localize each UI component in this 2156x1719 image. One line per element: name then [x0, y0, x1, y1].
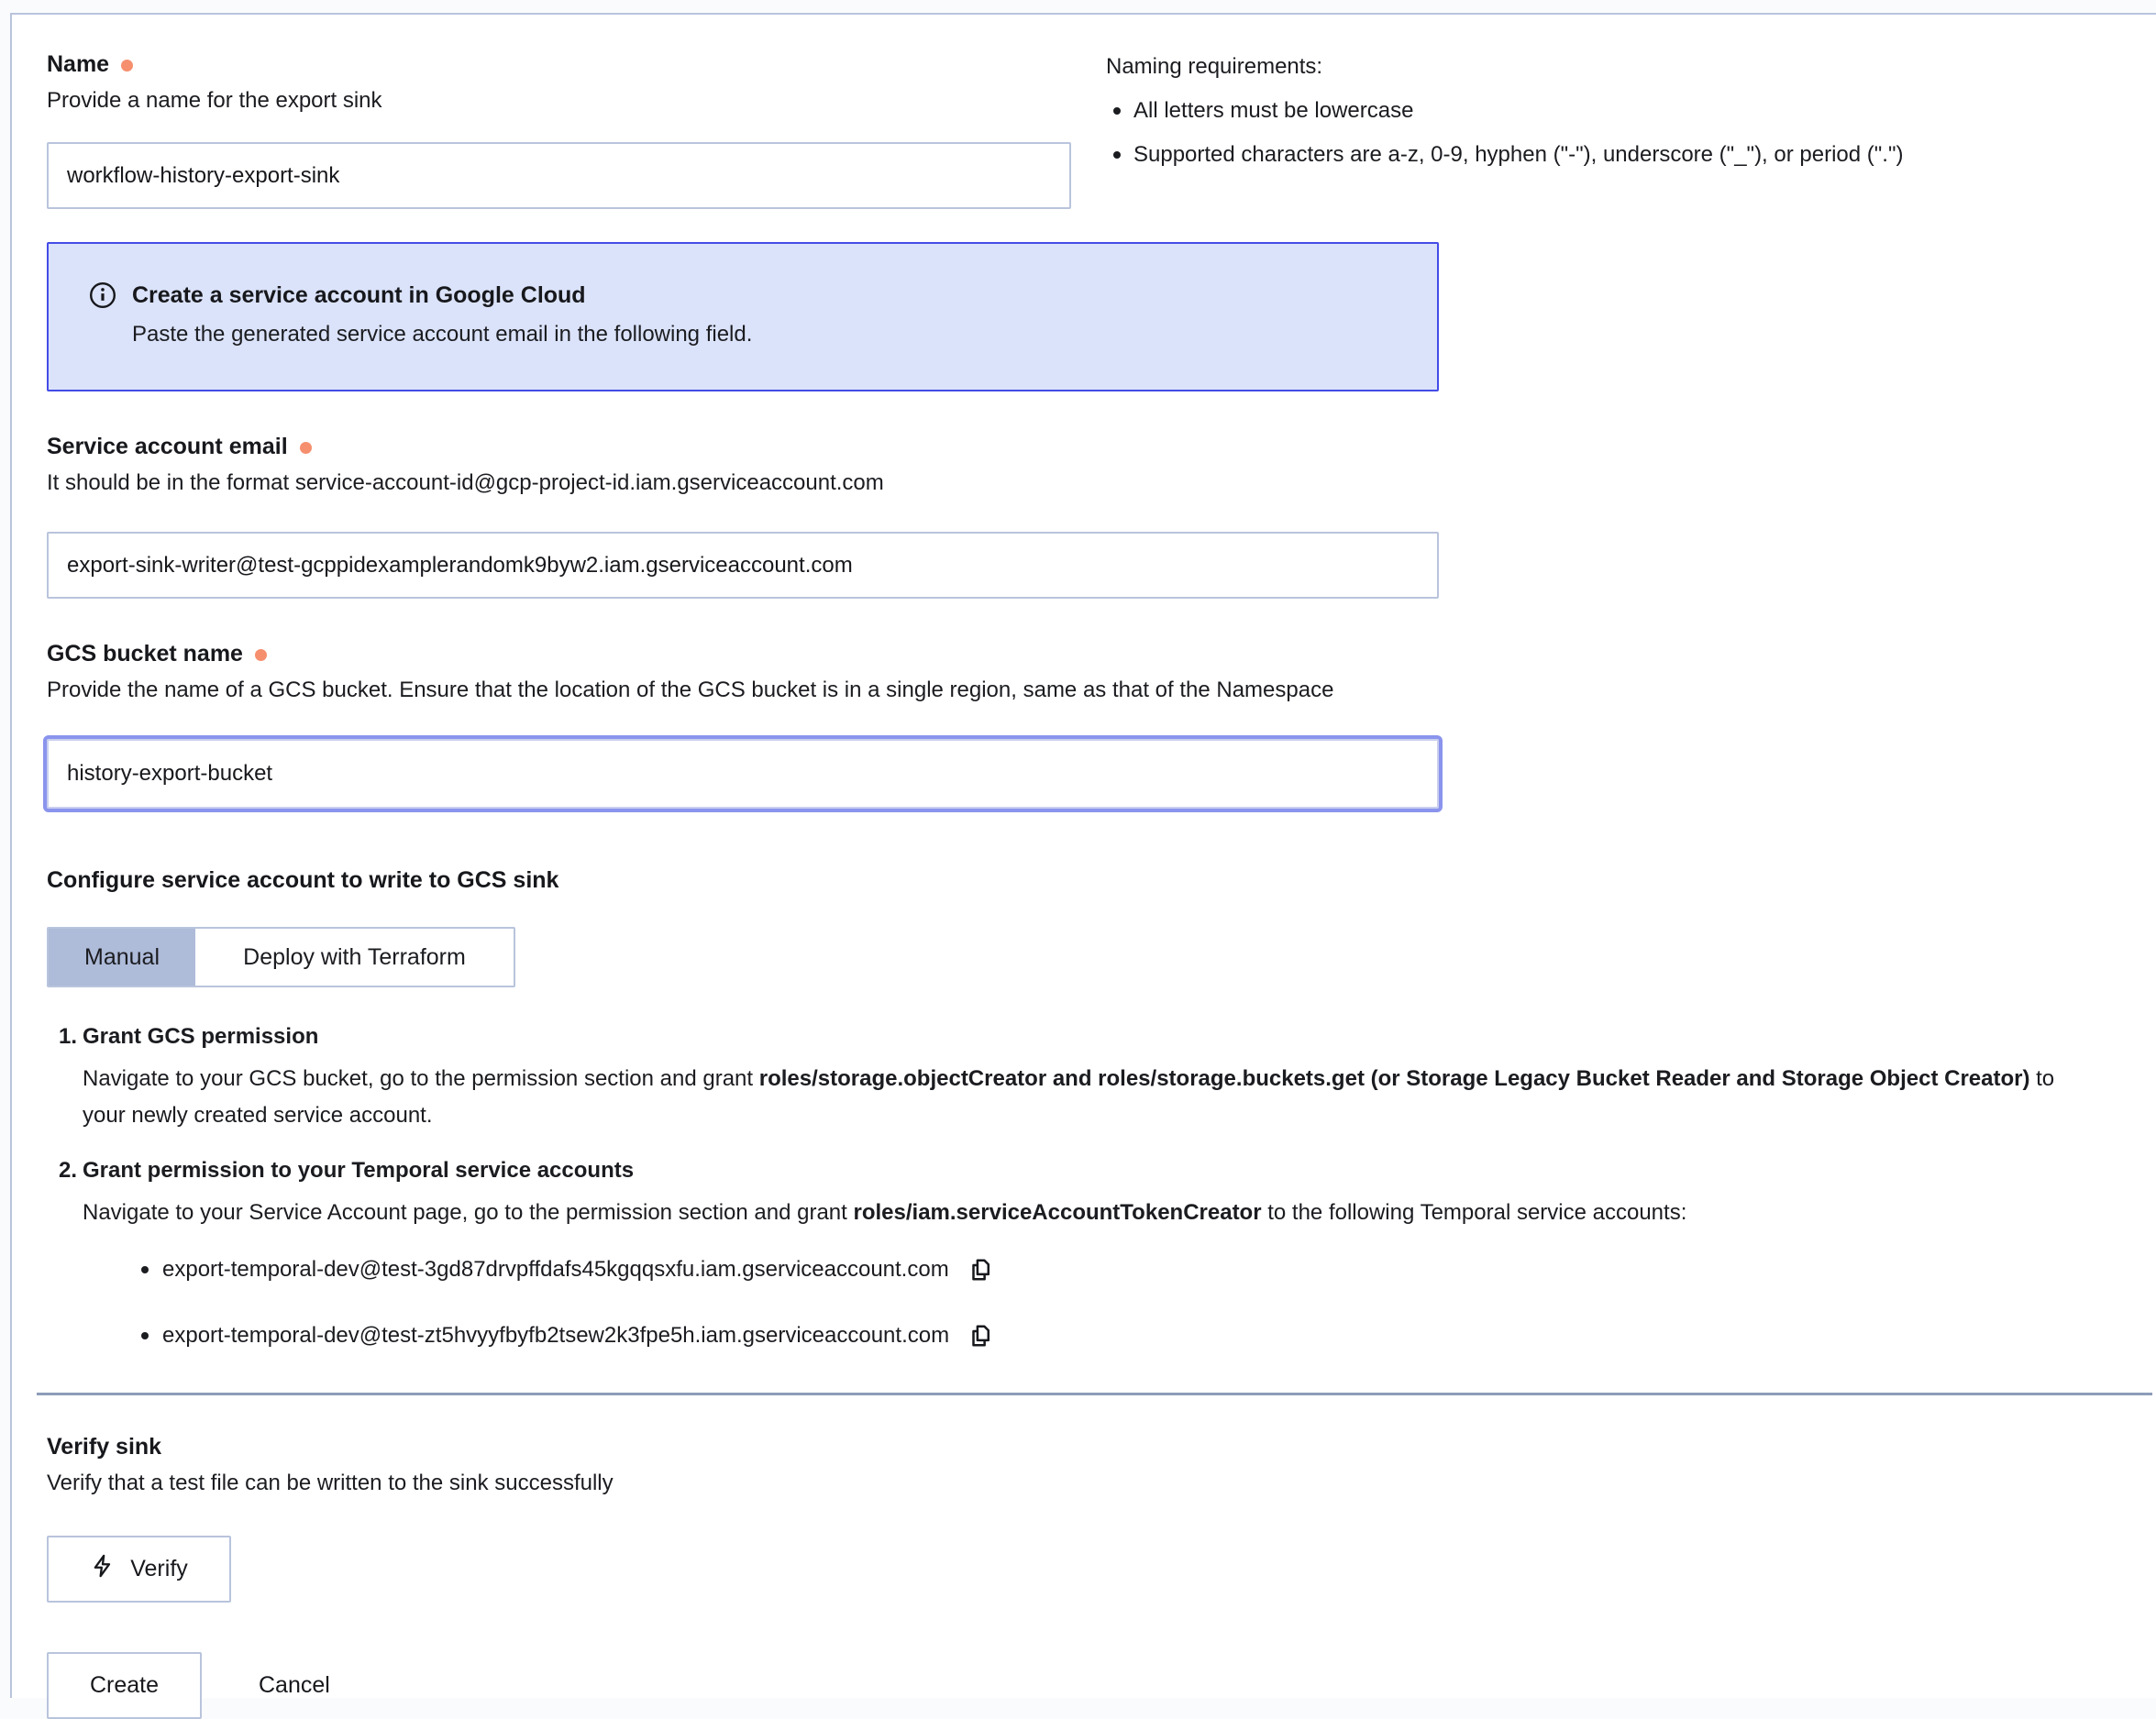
required-dot-icon [121, 60, 133, 72]
configure-section-title: Configure service account to write to GCS sink [47, 867, 2156, 894]
section-divider [37, 1393, 2152, 1395]
service-account-email-description: It should be in the format service-account-id@gcp-project-id.iam.gserviceaccount.com [47, 468, 2156, 499]
naming-requirements-title: Naming requirements: [1106, 51, 2128, 83]
name-input-value: workflow-history-export-sink [67, 163, 339, 189]
service-account-email-label: Service account email [47, 434, 288, 460]
step-grant-temporal-permission [47, 1158, 2156, 1231]
step-title: Grant permission to your Temporal service accounts [83, 1158, 634, 1184]
temporal-service-account-email: export-temporal-dev@test-zt5hvyyfbyfb2tsew2k3fpe5h.iam.gserviceaccount.com [162, 1321, 949, 1350]
verify-sink-description: Verify that a test file can be written to the sink successfully [47, 1468, 2156, 1499]
create-button[interactable]: Create [47, 1652, 202, 1719]
naming-requirement-item: All letters must be lowercase [1106, 95, 2128, 127]
export-sink-form [10, 13, 2156, 1698]
tab-deploy-with-terraform[interactable]: Deploy with Terraform [195, 929, 514, 986]
lightning-bolt-icon [90, 1553, 116, 1585]
required-dot-icon [300, 442, 312, 454]
manual-steps [47, 1024, 2156, 1231]
info-icon [88, 281, 117, 310]
naming-requirement-item: Supported characters are a-z, 0-9, hyphen ("-"), underscore ("_"), or period (".") [1106, 139, 2128, 171]
temporal-service-account-item [47, 1255, 2156, 1284]
step-title: Grant GCS permission [83, 1024, 318, 1050]
temporal-service-account-email: export-temporal-dev@test-3gd87drvpffdafs45kgqqsxfu.iam.gserviceaccount.com [162, 1255, 949, 1284]
gcs-bucket-name-input[interactable] [47, 739, 1439, 809]
step-number: 2. [59, 1158, 83, 1184]
gcs-bucket-name-description: Provide the name of a GCS bucket. Ensure that the location of the GCS bucket is in a single region, same as that of the Namespace [47, 675, 2156, 706]
temporal-service-account-item [47, 1321, 2156, 1350]
service-account-email-value: export-sink-writer@test-gcppidexamplerandomk9byw2.iam.gserviceaccount.com [67, 553, 853, 579]
verify-button[interactable]: Verify [47, 1536, 231, 1603]
step-grant-gcs-permission [47, 1024, 2156, 1134]
name-input[interactable] [47, 142, 1071, 209]
tab-manual[interactable]: Manual [49, 929, 195, 986]
cancel-button[interactable]: Cancel [259, 1672, 330, 1699]
copy-icon[interactable] [967, 1256, 995, 1284]
copy-icon[interactable] [967, 1322, 995, 1350]
gcs-bucket-name-value: history-export-bucket [67, 761, 272, 787]
naming-requirements-list [1106, 95, 2128, 171]
verify-sink-title: Verify sink [47, 1434, 2156, 1460]
temporal-service-account-list [47, 1255, 2156, 1350]
required-dot-icon [255, 649, 267, 661]
info-banner-body: Paste the generated service account email in the following field. [88, 319, 1410, 350]
name-description: Provide a name for the export sink [47, 85, 1071, 116]
service-account-info-banner [47, 242, 1439, 391]
name-label: Name [47, 51, 109, 78]
step-body: Navigate to your Service Account page, go to the permission section and grant roles/iam.serviceAccountTokenCreator to the following Temporal service accounts: [83, 1195, 2128, 1231]
step-number: 1. [59, 1024, 83, 1050]
step-body: Navigate to your GCS bucket, go to the permission section and grant roles/storage.objectCreator and roles/storage.buckets.get (or Storage Legacy Bucket Reader and Storage Object Creator) to your newly created service account. [83, 1061, 2128, 1134]
configure-tabs [47, 927, 515, 987]
info-banner-title: Create a service account in Google Cloud [132, 282, 586, 309]
gcs-bucket-name-label: GCS bucket name [47, 641, 243, 667]
service-account-email-input[interactable] [47, 532, 1439, 599]
